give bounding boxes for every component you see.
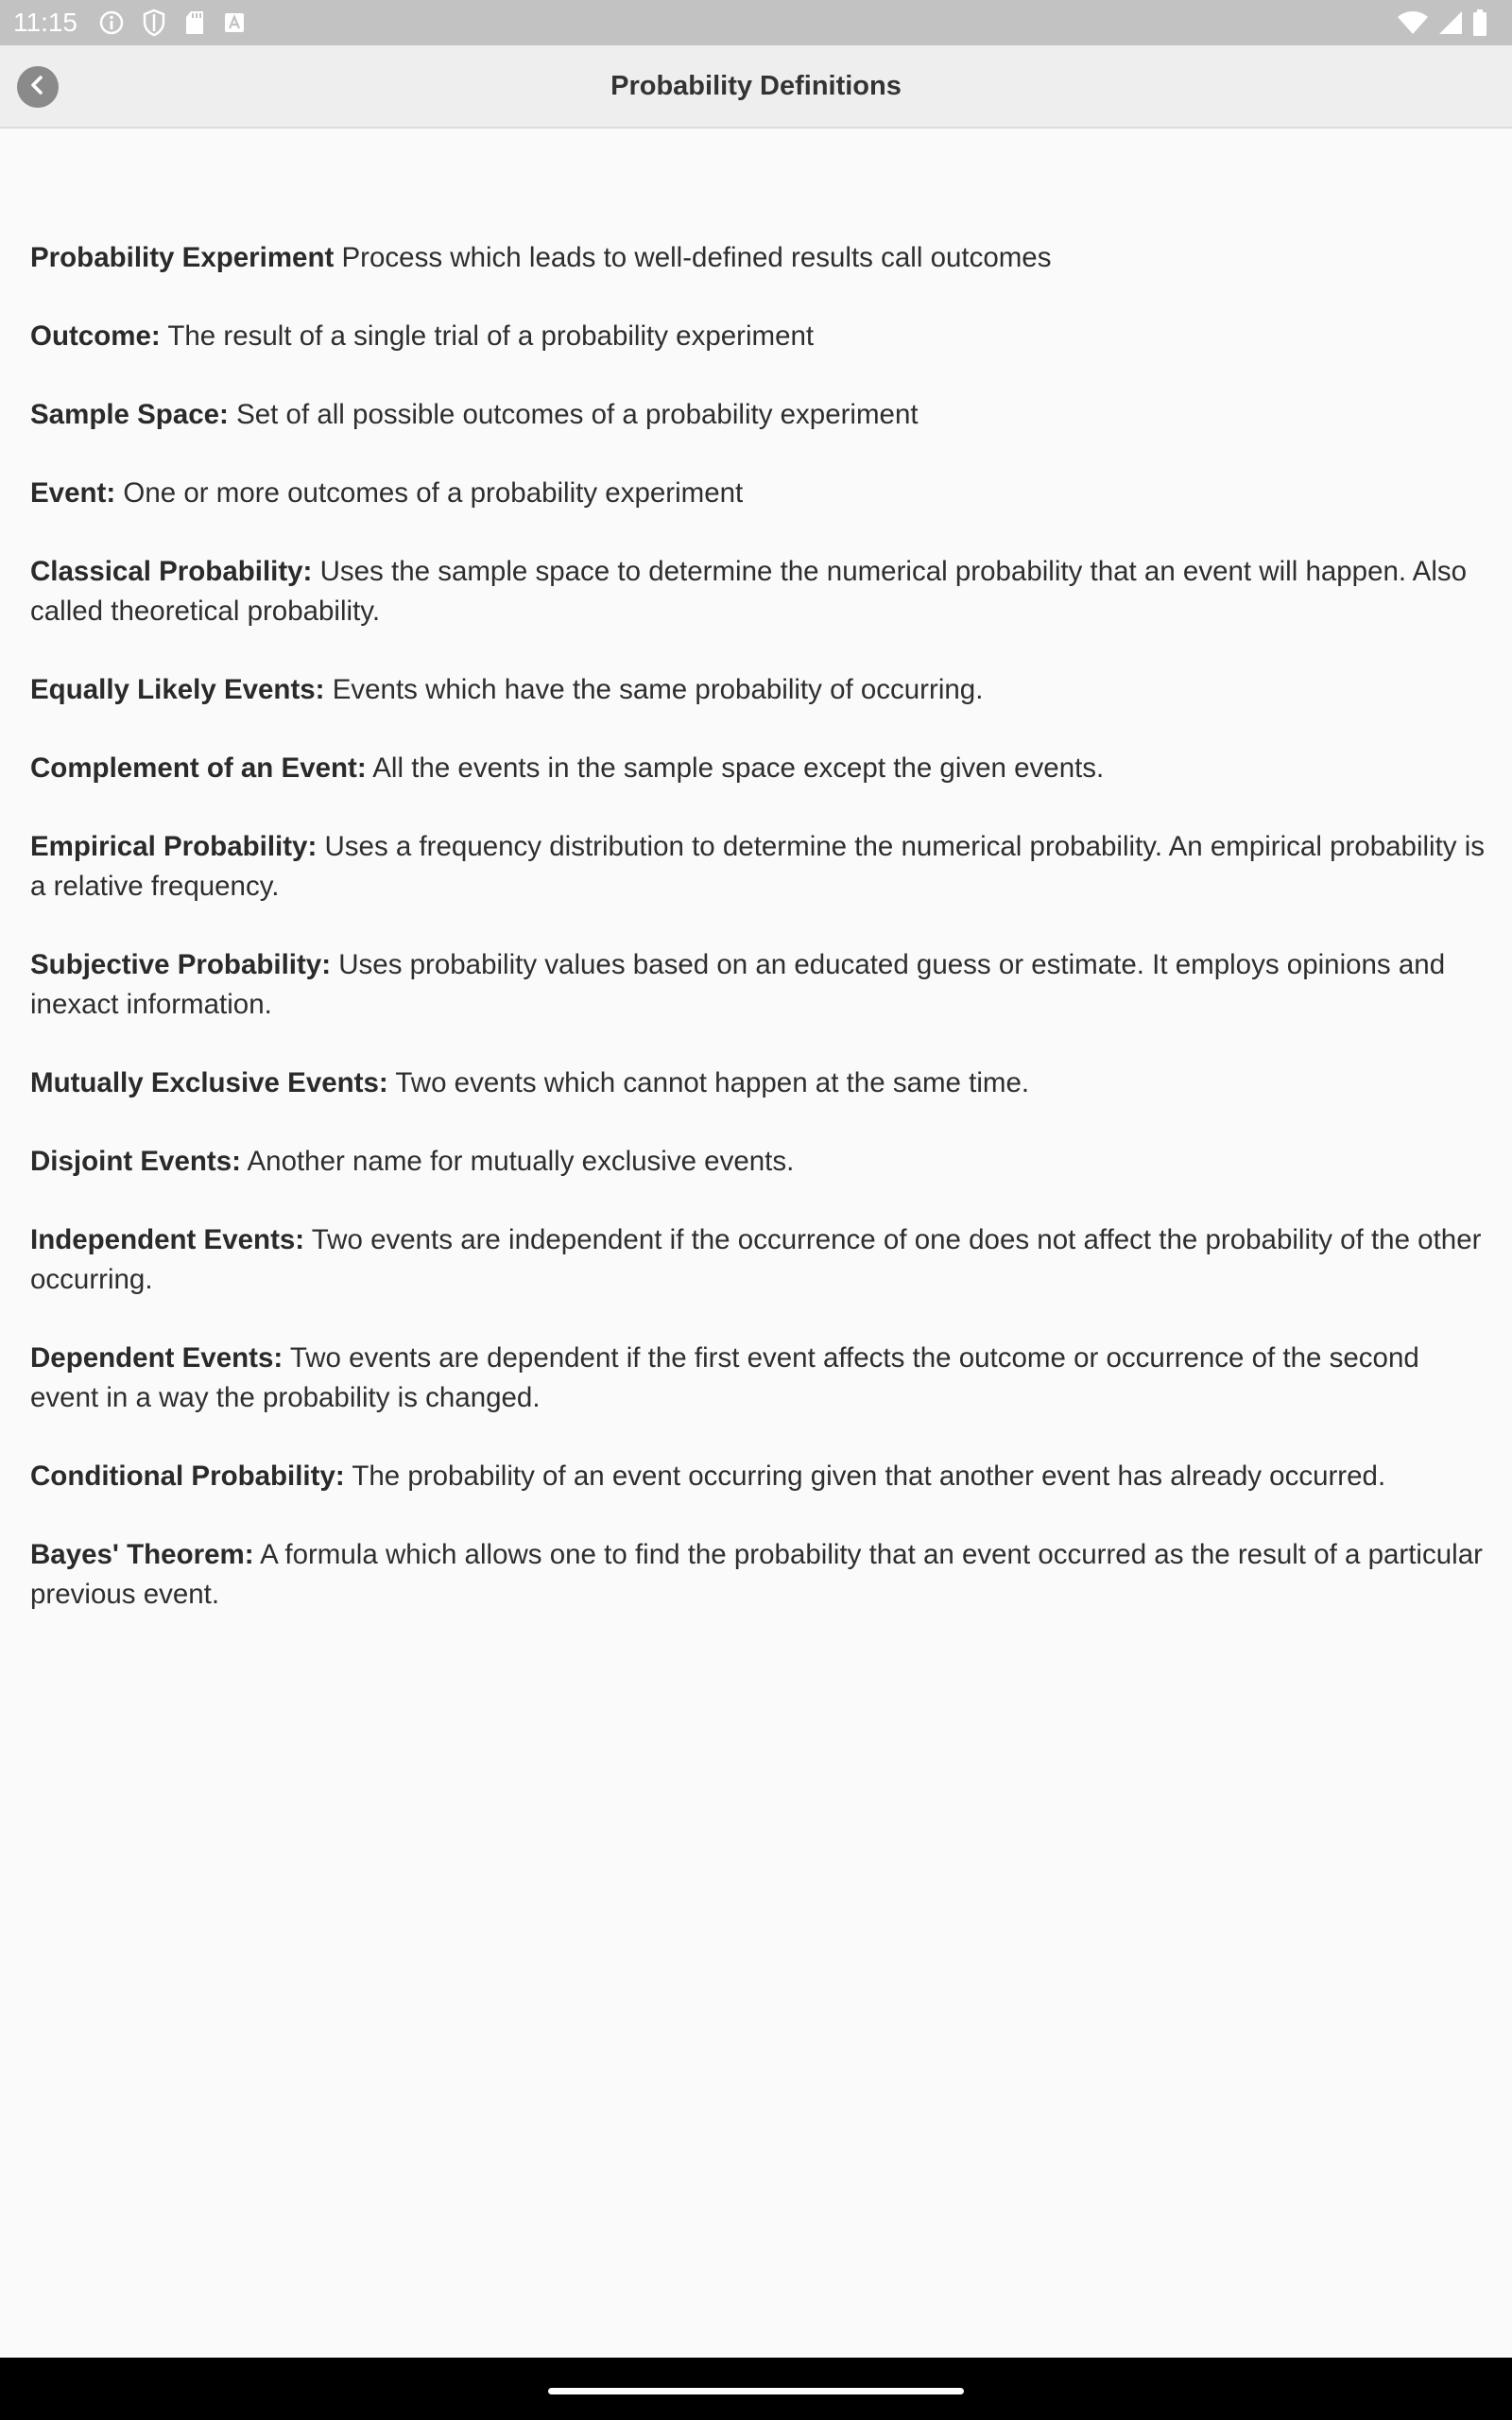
status-icons-right: [1397, 9, 1487, 36]
definition-item: [30, 945, 1486, 1025]
definition-text: Uses probability values based on an educated guess or estimate. It employs opinions and inexact information.: [30, 949, 1446, 1020]
definition-term: Equally Likely Events:: [30, 674, 325, 705]
definition-term: Subjective Probability:: [30, 949, 332, 980]
battery-icon: [1472, 9, 1487, 36]
definition-term: Event:: [30, 477, 116, 509]
info-icon: [98, 9, 125, 36]
status-icons-left: [98, 9, 246, 37]
app-bar: [0, 45, 1512, 129]
keyboard-a-icon: [223, 11, 246, 34]
definition-term: Sample Space:: [30, 399, 229, 430]
definition-term: Bayes' Theorem:: [30, 1539, 254, 1570]
definition-text: Another name for mutually exclusive events.: [240, 1146, 795, 1177]
status-bar: [0, 0, 1512, 45]
definition-text: One or more outcomes of a probability experiment: [115, 477, 744, 509]
definition-term: Empirical Probability:: [30, 831, 318, 862]
definition-text: The probability of an event occurring given that another event has already occurred.: [344, 1461, 1386, 1492]
definition-item: [30, 474, 1486, 513]
cell-signal-icon: [1438, 10, 1463, 35]
definition-text: All the events in the sample space except the given events.: [366, 752, 1105, 784]
definition-item: [30, 395, 1486, 435]
definition-item: [30, 1457, 1486, 1496]
definition-term: Independent Events:: [30, 1224, 305, 1255]
status-time: 11:15: [13, 8, 77, 37]
definition-text: Process which leads to well-defined results call outcomes: [334, 242, 1052, 273]
definition-item: [30, 1339, 1486, 1418]
definition-item: [30, 827, 1486, 907]
definition-text: Uses the sample space to determine the numerical probability that an event will happen. Also called theoretical probability.: [30, 556, 1468, 627]
home-indicator[interactable]: [548, 2388, 964, 2394]
definition-item: [30, 749, 1486, 788]
definition-text: Two events which cannot happen at the same time.: [387, 1067, 1030, 1098]
definition-item: [30, 1142, 1486, 1182]
definition-item: [30, 1535, 1486, 1615]
definition-text: Set of all possible outcomes of a probability experiment: [228, 399, 919, 430]
definition-term: Dependent Events:: [30, 1342, 284, 1374]
page-title: Probability Definitions: [610, 71, 902, 101]
definition-term: Outcome:: [30, 320, 161, 352]
definition-term: Classical Probability:: [30, 556, 313, 587]
shield-icon: [142, 9, 166, 37]
definition-term: Conditional Probability:: [30, 1461, 345, 1492]
definition-item: [30, 552, 1486, 631]
definition-text: A formula which allows one to find the probability that an event occurred as the result of a particular previous event.: [30, 1539, 1483, 1610]
definition-item: [30, 1220, 1486, 1300]
definition-term: Mutually Exclusive Events:: [30, 1067, 388, 1098]
definition-item: [30, 1063, 1486, 1103]
definition-text: Uses a frequency distribution to determine the numerical probability. An empirical probability is a relative frequency.: [30, 831, 1486, 902]
definition-text: Two events are independent if the occurrence of one does not affect the probability of the other occurring.: [30, 1224, 1482, 1295]
definition-term: Disjoint Events:: [30, 1146, 241, 1177]
definition-item: [30, 238, 1486, 278]
definition-item: [30, 317, 1486, 356]
definition-text: Two events are dependent if the first event affects the outcome or occurrence of the second event in a way the probability is changed.: [30, 1342, 1419, 1413]
definition-item: [30, 670, 1486, 710]
wifi-icon: [1397, 10, 1429, 35]
definition-text: The result of a single trial of a probability experiment: [160, 320, 815, 352]
definition-term: Complement of an Event:: [30, 752, 367, 784]
sd-card-icon: [183, 9, 206, 36]
definition-text: Events which have the same probability of occurring.: [324, 674, 984, 705]
definitions-list: [30, 238, 1486, 1653]
definition-term: Probability Experiment: [30, 242, 335, 273]
